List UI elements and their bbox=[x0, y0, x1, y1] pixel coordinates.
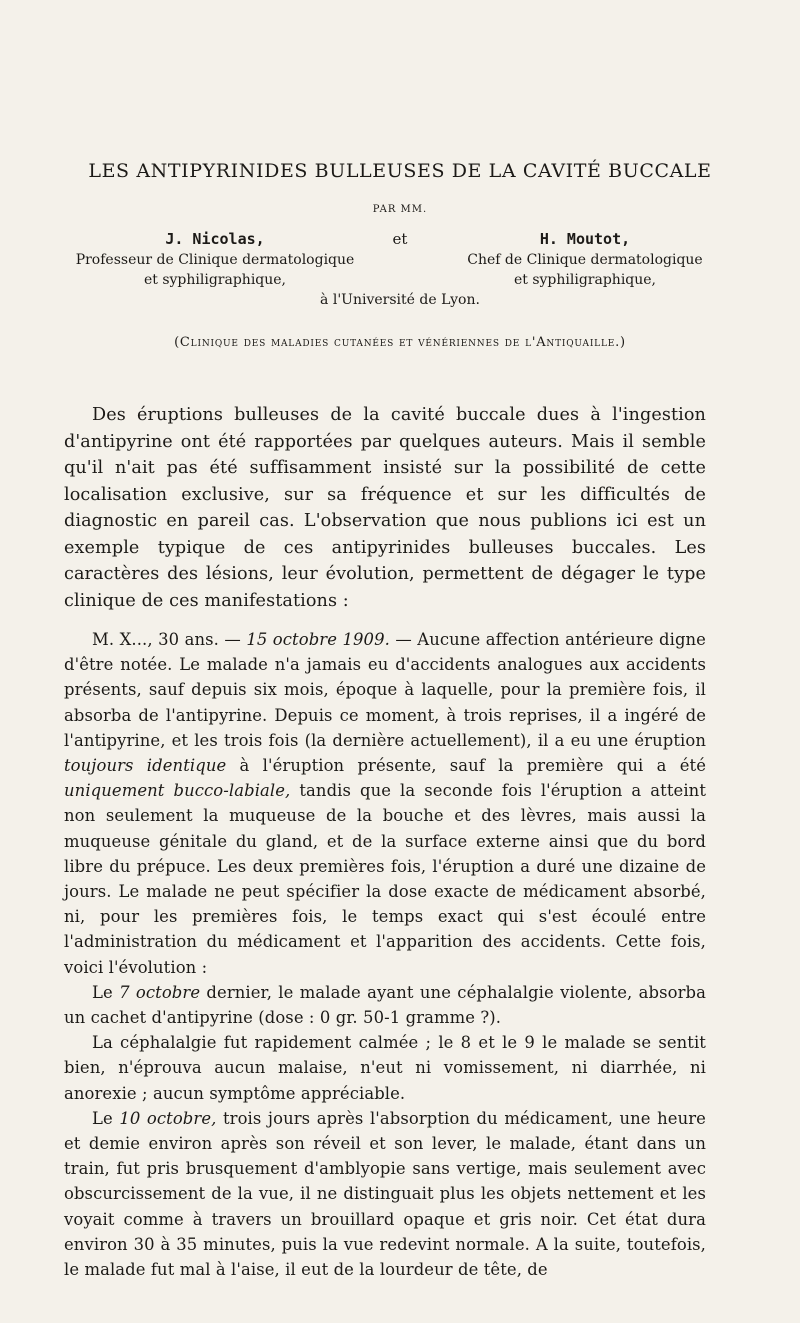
article-title: LES ANTIPYRINIDES BULLEUSES DE LA CAVITÉ BUCCALE bbox=[88, 160, 712, 182]
author-left-name: J. Nicolas, bbox=[165, 230, 265, 248]
author-left-title: Professeur de Clinique dermatologique bbox=[75, 252, 355, 268]
author-left bbox=[60, 228, 370, 290]
case-date: 15 octobre 1909. bbox=[246, 630, 390, 649]
intro-paragraph-block bbox=[64, 402, 706, 614]
author-right-title: Chef de Clinique dermatologique bbox=[467, 252, 703, 268]
case-report bbox=[64, 627, 706, 1282]
emphasis-identical: toujours identique bbox=[64, 756, 227, 776]
author-right-title-2: et syphiligraphique, bbox=[513, 272, 657, 288]
emphasis-bucco-labial: uniquement bucco-labiale, bbox=[64, 781, 291, 801]
author-connector: et bbox=[392, 230, 408, 248]
university: à l'Université de Lyon. bbox=[320, 292, 480, 308]
case-paragraph-2: Le 7 octobre dernier, le malade ayant une céphalalgie violente, absorba un cachet d'antipyrine (dose : 0 gr. 50-1 gramme ?). bbox=[64, 982, 706, 1028]
case-paragraph-4: Le 10 octobre, trois jours après l'absorption du médicament, une heure et demie environ après son réveil et son lever, le malade, étant dans un train, fut pris brusquement d'amblyopie sans vertige, mais seulement avec obscurcissement de la vue, il ne distinguait plus les objets nettement et les voyait comme à travers un brouillard opaque et gris noir. Cet état dura environ 30 à 35 minutes, puis la vue redevint normale. A la suite, toutefois, le malade fut mal à l'aise, il eut de la lourdeur de tête, de bbox=[64, 1108, 706, 1280]
clinic-affiliation: (Clinique des maladies cutanées et vénériennes de l'Antiquaille.) bbox=[174, 335, 626, 350]
date-10-octobre: 10 octobre, bbox=[119, 1108, 217, 1128]
case-paragraph-1: M. X..., 30 ans. — 15 octobre 1909. — Aucune affection antérieure digne d'être notée. Le malade n'a jamais eu d'accidents analogues aux accidents présents, sauf depuis six mois, époque à laquelle, pour la première fois, il absorba de l'antipyrine. Depuis ce moment, à trois reprises, il a ingéré de l'antipyrine, et les trois fois (la dernière actuellement), il a eu une éruption toujours identique à l'éruption présente, sauf la première qui a été uniquement bucco-labiale, tandis que la seconde fois l'éruption a atteint non seulement la muqueuse de la bouche et des lèvres, mais aussi la muqueuse génitale du gland, et de la surface externe ainsi que du bord libre du prépuce. Les deux premières fois, l'éruption a duré une dizaine de jours. Le malade ne peut spécifier la dose exacte de médicament absorbé, ni, pour les premières fois, le temps exact qui s'est écoulé entre l'administration du médicament et l'apparition des accidents. Cette fois, voici l'évolution : bbox=[64, 630, 707, 977]
case-paragraph-3: La céphalalgie fut rapidement calmée ; le 8 et le 9 le malade se sentit bien, n'éprouva aucun malaise, n'eut ni vomissement, ni diarrhée, ni anorexie ; aucun symptôme appréciable. bbox=[64, 1033, 706, 1103]
date-7-octobre: 7 octobre bbox=[119, 982, 201, 1002]
by-line: PAR MM. bbox=[372, 204, 428, 215]
author-right-name: H. Moutot, bbox=[539, 230, 631, 248]
author-left-title-2: et syphiligraphique, bbox=[143, 272, 287, 288]
author-right bbox=[430, 228, 740, 290]
intro-paragraph: Des éruptions bulleuses de la cavité buccale dues à l'ingestion d'antipyrine ont été rapportées par quelques auteurs. Mais il semble qu'il n'ait pas été suffisamment insisté sur la possibilité de cette localisation exclusive, sur sa fréquence et sur les difficultés de diagnostic en pareil cas. L'observation que nous publions ici est un exemple typique de ces antipyrinides bulleuses buccales. Les caractères des lésions, leur évolution, permettent de dégager le type clinique de ces manifestations : bbox=[64, 405, 706, 611]
